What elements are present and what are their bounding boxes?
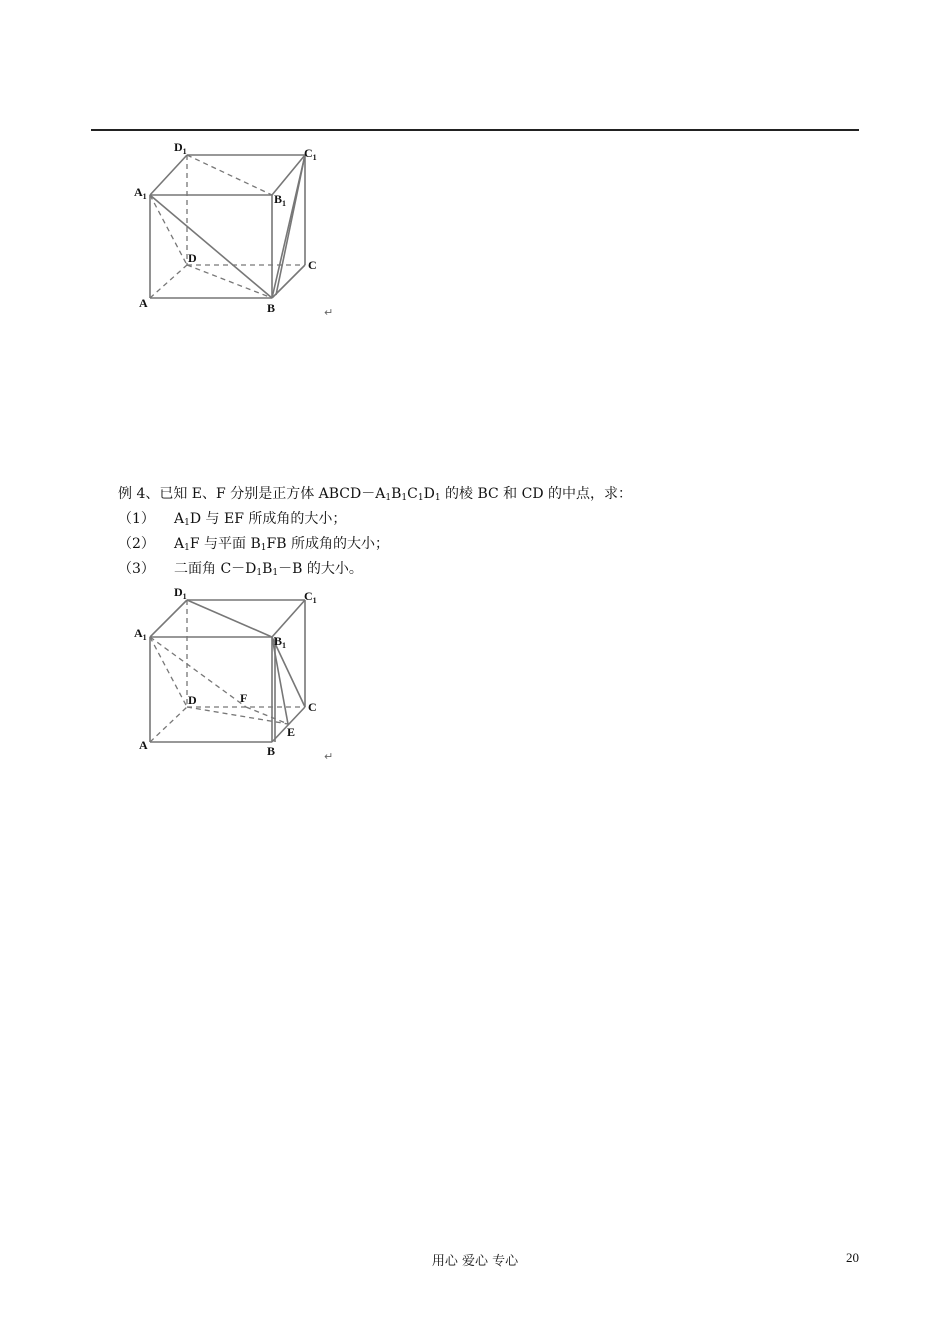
label-B1: $B_1$ bbox=[274, 192, 287, 208]
label-D: D bbox=[188, 251, 197, 265]
label-B1: $B_1$ bbox=[274, 634, 287, 650]
label-F: F bbox=[240, 691, 248, 705]
return-mark: ↵ bbox=[324, 750, 334, 763]
header-rule bbox=[91, 129, 859, 131]
label-A1: $A_1$ bbox=[134, 626, 147, 642]
label-D1: $D_1$ bbox=[174, 585, 187, 601]
question-2: （2） $A_1F$ 与平面 $B_1FB$ 所成角的大小； bbox=[118, 536, 389, 553]
label-D1: $D_1$ bbox=[174, 140, 187, 156]
cube-figure-1 bbox=[130, 140, 350, 325]
label-A1: $A_1$ bbox=[134, 185, 147, 201]
example-title: 例 4、已知 E、F 分别是正方体 $ABCD-A_1B_1C_1D_1$ 的棱 BC 和 CD 的中点，求： bbox=[118, 486, 632, 503]
label-D: D bbox=[188, 693, 197, 707]
label-A: A bbox=[139, 738, 148, 752]
label-C1: $C_1$ bbox=[304, 146, 317, 162]
label-C1: $C_1$ bbox=[304, 589, 317, 605]
label-B: B bbox=[267, 301, 276, 315]
label-B: B bbox=[267, 744, 276, 758]
page-number: 20 bbox=[846, 1250, 859, 1265]
question-3: （3） 二面角 $C-D_1B_1-B$ 的大小。 bbox=[118, 561, 363, 578]
footer-motto: 用心 爱心 专心 bbox=[431, 1254, 519, 1269]
label-A: A bbox=[139, 296, 148, 310]
label-C: C bbox=[308, 700, 317, 714]
label-E: E bbox=[287, 725, 296, 739]
cube-figure-2 bbox=[130, 582, 350, 767]
return-mark: ↵ bbox=[324, 306, 334, 319]
question-1: （1） $A_1D$ 与 EF 所成角的大小； bbox=[118, 511, 347, 528]
label-C: C bbox=[308, 258, 317, 272]
